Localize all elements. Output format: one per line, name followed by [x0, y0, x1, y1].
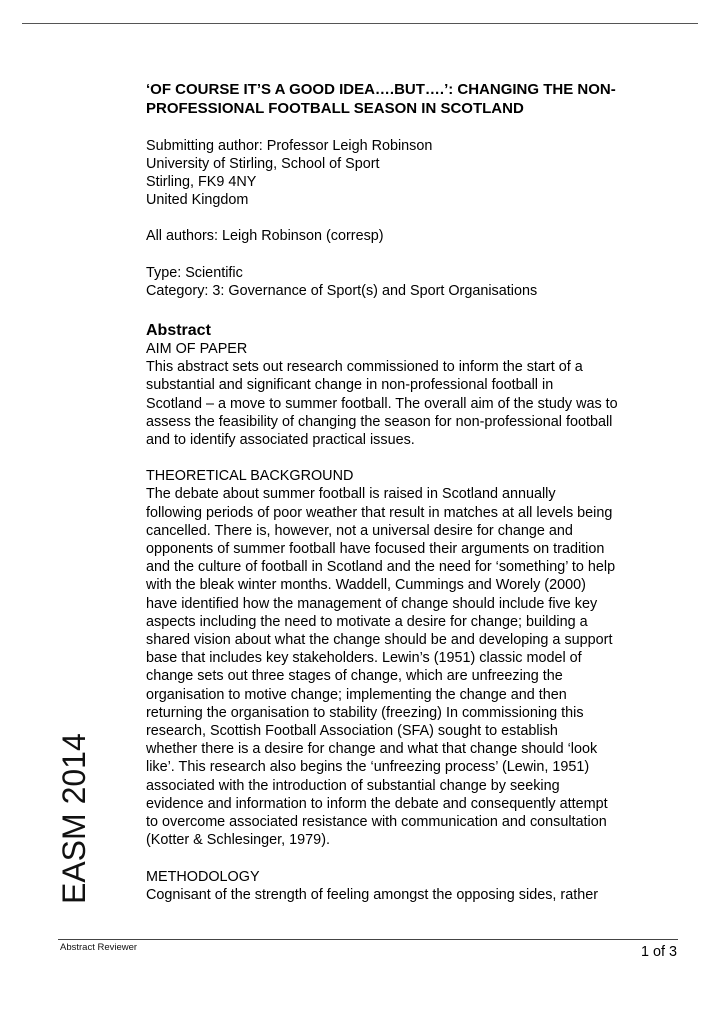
- section-theoretical-background: [146, 467, 692, 849]
- section-aim: [146, 340, 692, 449]
- abstract-document: [146, 81, 692, 922]
- address-country: United Kingdom: [146, 192, 249, 209]
- footer-divider: [58, 939, 678, 940]
- submitting-author: Submitting author: Professor Leigh Robinson: [146, 137, 433, 154]
- section-heading: THEORETICAL BACKGROUND: [146, 468, 354, 485]
- abstract-heading: Abstract: [146, 322, 211, 340]
- section-body: Cognisant of the strength of feeling amongst the opposing sides, rather: [146, 886, 598, 903]
- section-heading: AIM OF PAPER: [146, 341, 248, 358]
- classification-block: [146, 264, 692, 300]
- footer-reviewer-label: Abstract Reviewer: [60, 942, 138, 953]
- all-authors-block: [146, 227, 692, 245]
- section-body: This abstract sets out research commissioned to inform the start of a substantial and significant change in non-professional football in Scotland – a move to summer football. The overall aim of the study was to assess the feasibility of changing the season for non-professional football and to identify associated practical issues.: [146, 359, 618, 449]
- paper-title: ‘OF COURSE IT’S A GOOD IDEA….BUT….’: CHANGING THE NON- PROFESSIONAL FOOTBALL SEASON IN SCOTLAND: [146, 81, 616, 117]
- address-city: Stirling, FK9 4NY: [146, 174, 257, 190]
- top-divider: [22, 23, 698, 24]
- type-line: Type: Scientific: [146, 264, 243, 281]
- section-heading: METHODOLOGY: [146, 868, 260, 885]
- side-conference-label: EASM 2014: [56, 733, 92, 904]
- page-number: 1 of 3: [640, 944, 677, 960]
- institution: University of Stirling, School of Sport: [146, 155, 380, 172]
- category-line: Category: 3: Governance of Sport(s) and Sport Organisations: [146, 282, 538, 299]
- all-authors: All authors: Leigh Robinson (corresp): [146, 228, 384, 245]
- section-methodology: [146, 868, 692, 904]
- author-block: [146, 137, 692, 210]
- section-body: The debate about summer football is raised in Scotland annually following periods of poor weather that result in matches at all levels being cancelled. There is, however, not a universal desire for change and opponents of summer football have focused their arguments on tradition and the culture of football in Scotland and the need for ‘something’ to help with the bleak winter months. Waddell, Cummings and Worely (2000) have identified how the management of change should include five key aspects including the need to motivate a desire for change; building a shared vision about what the change should be and developing a support base that includes key stakeholders. Lewin’s (1951) classic model of change sets out three stages of change, which are unfreezing the organisation to motive change; implementing the change and then returning the organisation to stability (freezing) In commissioning this research, Scottish Football Association (SFA) sought to establish whether there is a desire for change and what that change should ‘look like’. This research also begins the ‘unfreezing process’ (Lewin, 1951) associated with the introduction of substantial change by seeking evidence and information to inform the debate and consequently attempt to overcome associated resistance with communication and consultation (Kotter & Schlesinger, 1979).: [146, 486, 616, 849]
